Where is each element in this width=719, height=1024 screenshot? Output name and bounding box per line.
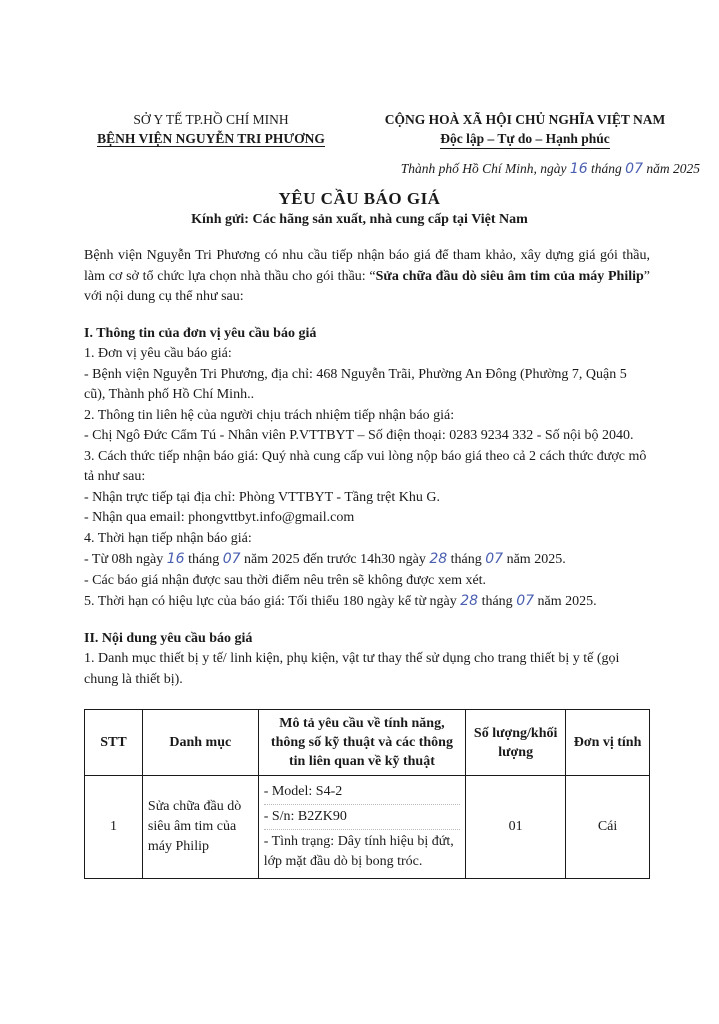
table-row — [85, 776, 650, 879]
issuer-hospital — [97, 129, 325, 149]
document-addressee: Kính gửi: Các hãng sản xuất, nhà cung cấp tại Việt Nam — [191, 212, 528, 227]
s1-item-5-text: 5. Thời hạn có hiệu lực của báo giá: Tối thiểu 180 ngày kể từ ngày — [84, 594, 461, 609]
national-motto: Độc lập – Tự do – Hạnh phúc — [440, 129, 610, 149]
desc-condition: - Tình trạng: Dây tính hiệu bị đứt, lớp mặt đầu dò bị bong tróc. — [264, 829, 461, 874]
s1-item-3: 3. Cách thức tiếp nhận báo giá: Quý nhà cung cấp vui lòng nộp báo giá theo cả 2 cách thức được mô tả như sau: — [84, 448, 647, 484]
handwritten-end-month: 07 — [485, 551, 504, 567]
items-table — [84, 709, 650, 879]
section-1-heading: I. Thông tin của đơn vị yêu cầu báo giá — [84, 325, 317, 341]
s2-item-1: 1. Danh mục thiết bị y tế/ linh kiện, phụ kiện, vật tư thay thế sử dụng cho trang thiết bị y tế (gọi chung là thiết bị). — [84, 651, 620, 687]
national-motto-block — [360, 110, 690, 149]
date-prefix: Thành phố Hồ Chí Minh, ngày — [400, 161, 570, 176]
package-name: Sửa chữa đầu dò siêu âm tim của máy Philip — [375, 268, 644, 284]
s1-item-4-a-text: tháng — [184, 552, 223, 567]
issuer-department: SỞ Y TẾ TP.HỒ CHÍ MINH — [133, 112, 289, 127]
s1-item-2-detail: - Chị Ngô Đức Cẩm Tú - Nhân viên P.VTTBYT – Số điện thoại: 0283 9234 332 - Số nội bộ 2040. — [84, 428, 634, 443]
section-2-heading: II. Nội dung yêu cầu báo giá — [84, 630, 253, 646]
s1-item-4-b: - Các báo giá nhận được sau thời điểm nêu trên sẽ không được xem xét. — [84, 572, 487, 588]
s1-item-1: 1. Đơn vị yêu cầu báo giá: — [84, 346, 232, 361]
handwritten-end-day: 28 — [429, 551, 448, 567]
document-title: YÊU CẦU BÁO GIÁ — [278, 189, 441, 208]
intro-text-after: ” với nội dung cụ thể như sau: — [84, 268, 650, 304]
intro-paragraph — [84, 246, 650, 308]
s1-item-5 — [84, 591, 650, 613]
s1-item-3-a: - Nhận trực tiếp tại địa chỉ: Phòng VTTBYT - Tầng trệt Khu G. — [84, 489, 440, 505]
desc-model: - Model: S4-2 — [263, 784, 343, 799]
cell-stt: 1 — [85, 776, 143, 879]
handwritten-validity-day: 28 — [460, 593, 479, 609]
desc-serial: - S/n: B2ZK90 — [264, 804, 461, 829]
document-body — [84, 246, 650, 690]
s1-item-3-b: - Nhận qua email: phongvttbyt.info@gmail.com — [84, 510, 355, 525]
date-suffix: năm 2025 — [643, 161, 700, 176]
issuer-block — [76, 110, 346, 149]
intro-text-before: Bệnh viện Nguyễn Tri Phương có nhu cầu tiếp nhận báo giá để tham khảo, xây dựng giá gói thầu, làm cơ sở tổ chức lựa chọn nhà thầu cho gói thầu: “ — [84, 248, 650, 284]
date-day-handwritten: 16 — [569, 161, 588, 177]
cell-unit: Cái — [566, 776, 650, 879]
s1-item-5-text: năm 2025. — [534, 594, 597, 609]
cell-desc — [258, 776, 466, 879]
s1-item-1-detail: - Bệnh viện Nguyễn Tri Phương, địa chỉ: 468 Nguyễn Trãi, Phường An Đông (Phường 7, Quận 5 cũ), Thành phố Hồ Chí Minh.. — [84, 366, 627, 402]
s1-item-4-a — [84, 549, 650, 571]
issuer-hospital-name: BỆNH VIỆN NGUYỄN TRI PHƯƠNG — [97, 131, 325, 146]
col-header-name: Danh mục — [142, 710, 258, 776]
date-line — [300, 161, 700, 177]
table-header-row — [85, 710, 650, 776]
date-month-handwritten: 07 — [625, 161, 643, 177]
cell-qty: 01 — [466, 776, 566, 879]
s1-item-4-a-text: - Từ 08h ngày — [84, 552, 167, 567]
date-mid: tháng — [587, 161, 626, 176]
col-header-stt: STT — [85, 710, 143, 776]
s1-item-4: 4. Thời hạn tiếp nhận báo giá: — [84, 530, 252, 546]
s1-item-5-text: tháng — [478, 594, 517, 609]
handwritten-start-month: 07 — [222, 551, 241, 567]
col-header-unit: Đơn vị tính — [566, 710, 650, 776]
cell-name: Sửa chữa đầu dò siêu âm tim của máy Philip — [142, 776, 258, 879]
col-header-desc: Mô tả yêu cầu về tính năng, thông số kỹ thuật và các thông tin liên quan về kỹ thuật — [258, 710, 466, 776]
s1-item-4-a-text: năm 2025 đến trước 14h30 ngày — [240, 552, 430, 567]
col-header-qty: Số lượng/khối lượng — [466, 710, 566, 776]
s1-item-2: 2. Thông tin liên hệ của người chịu trách nhiệm tiếp nhận báo giá: — [84, 407, 455, 423]
s1-item-4-a-text: năm 2025. — [503, 552, 566, 567]
handwritten-start-day: 16 — [166, 551, 185, 567]
national-title: CỘNG HOÀ XÃ HỘI CHỦ NGHĨA VIỆT NAM — [384, 112, 666, 127]
s1-item-4-a-text: tháng — [447, 552, 486, 567]
handwritten-validity-month: 07 — [516, 593, 535, 609]
